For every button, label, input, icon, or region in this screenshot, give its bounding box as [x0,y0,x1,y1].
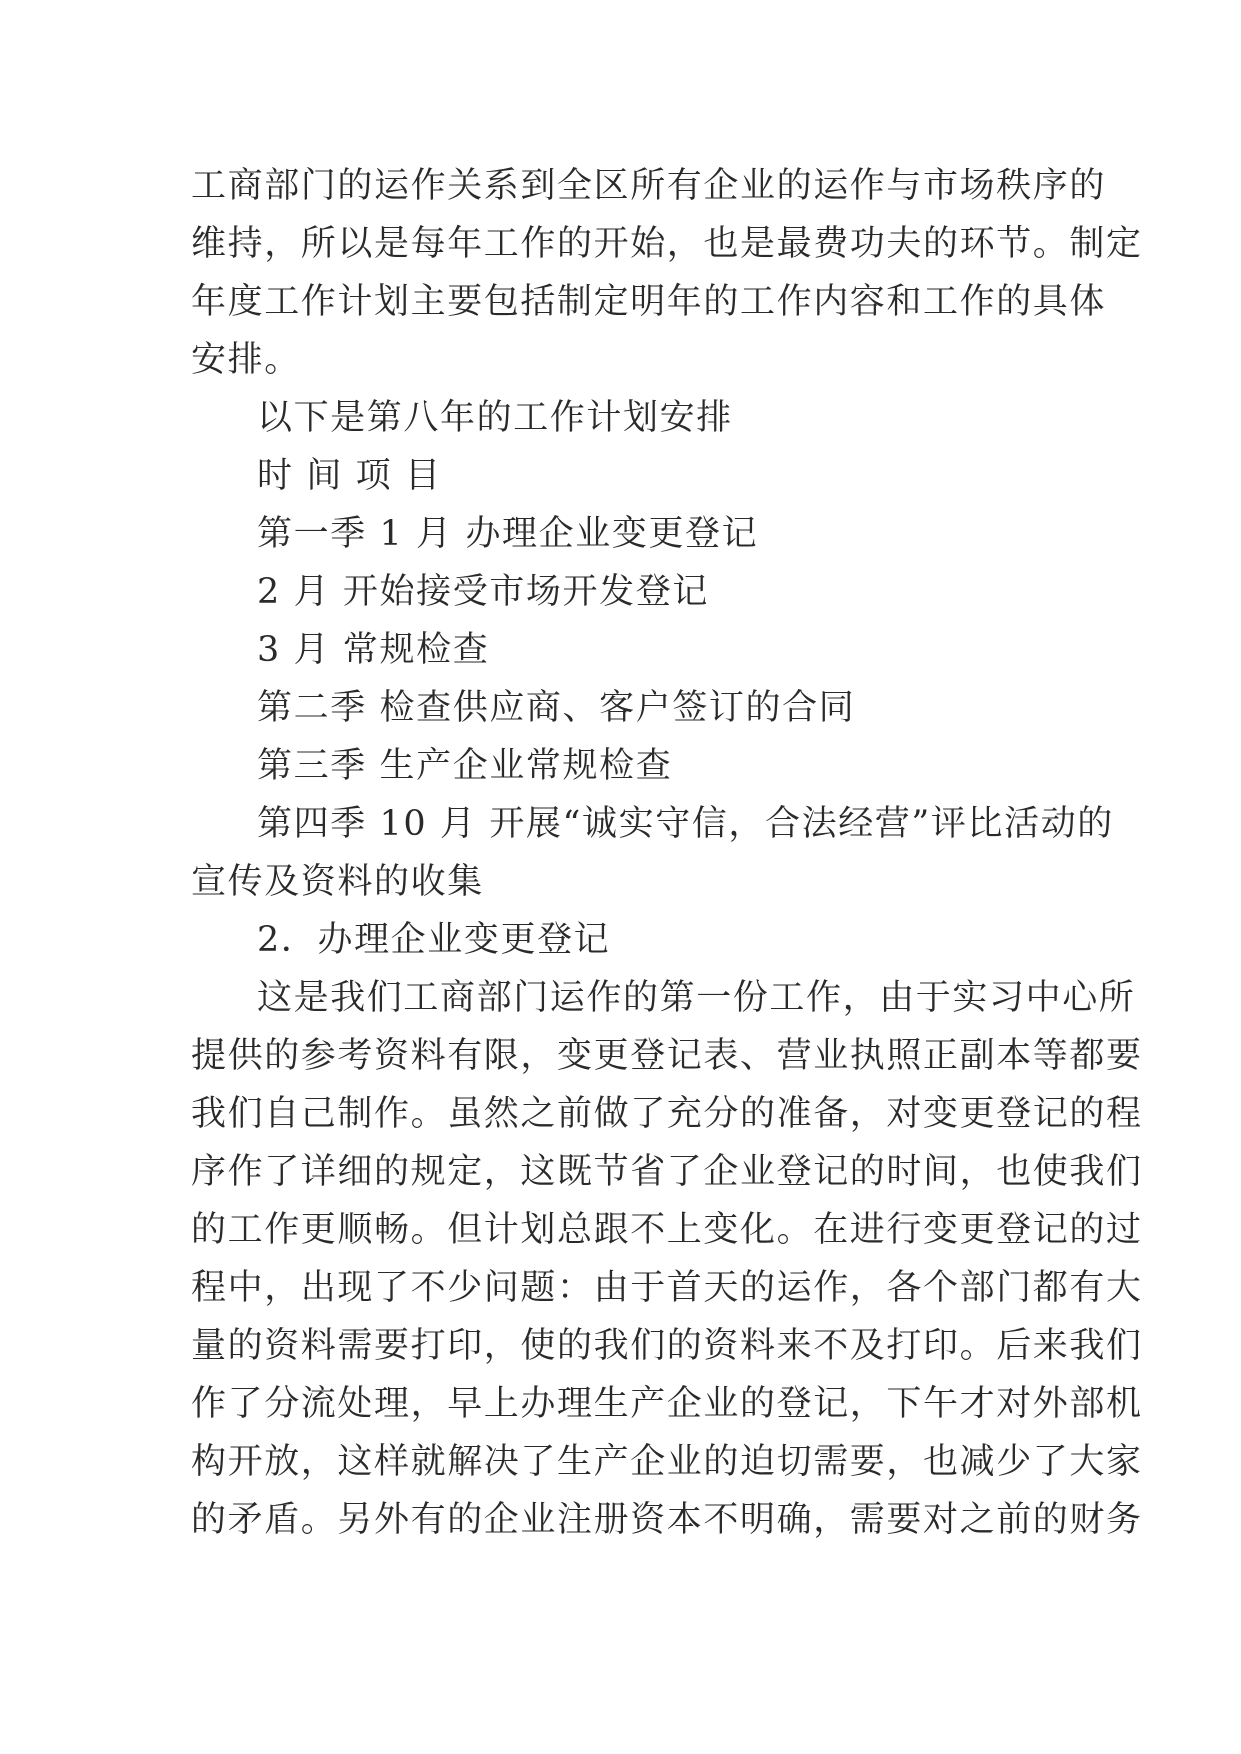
text-line: 的矛盾。另外有的企业注册资本不明确，需要对之前的财务 [191,1500,1143,1540]
text-line: 构开放，这样就解决了生产企业的迫切需要，也减少了大家 [191,1442,1143,1482]
schedule-item: 3 月 常规检查 [257,630,490,670]
schedule-header: 时 间 项 目 [257,456,442,496]
text-line: 作了分流处理，早上办理生产企业的登记，下午才对外部机 [191,1384,1143,1424]
text-line: 提供的参考资料有限，变更登记表、营业执照正副本等都要 [191,1036,1143,1076]
text-line: 序作了详细的规定，这既节省了企业登记的时间，也使我们 [191,1152,1143,1192]
schedule-item: 第一季 1 月 办理企业变更登记 [257,514,759,554]
text-line: 这是我们工商部门运作的第一份工作，由于实习中心所 [257,978,1136,1018]
schedule-item-continuation: 宣传及资料的收集 [191,862,484,902]
text-line: 工商部门的运作关系到全区所有企业的运作与市场秩序的 [191,166,1107,206]
text-line: 安排。 [191,340,301,380]
text-line: 程中，出现了不少问题：由于首天的运作，各个部门都有大 [191,1268,1143,1308]
text-line: 维持，所以是每年工作的开始，也是最费功夫的环节。制定 [191,224,1143,264]
section-heading: 2．办理企业变更登记 [257,920,611,960]
schedule-item: 第四季 10 月 开展“诚实守信，合法经营”评比活动的 [257,804,1114,844]
text-line: 我们自己制作。虽然之前做了充分的准备，对变更登记的程 [191,1094,1143,1134]
document-body [191,157,1143,1549]
text-line: 年度工作计划主要包括制定明年的工作内容和工作的具体 [191,282,1107,322]
text-line: 量的资料需要打印，使的我们的资料来不及打印。后来我们 [191,1326,1143,1366]
schedule-item: 第三季 生产企业常规检查 [257,746,673,786]
schedule-item: 第二季 检查供应商、客户签订的合同 [257,688,856,728]
schedule-item: 2 月 开始接受市场开发登记 [257,572,709,612]
text-line: 的工作更顺畅。但计划总跟不上变化。在进行变更登记的过 [191,1210,1143,1250]
text-line: 以下是第八年的工作计划安排 [257,398,733,438]
